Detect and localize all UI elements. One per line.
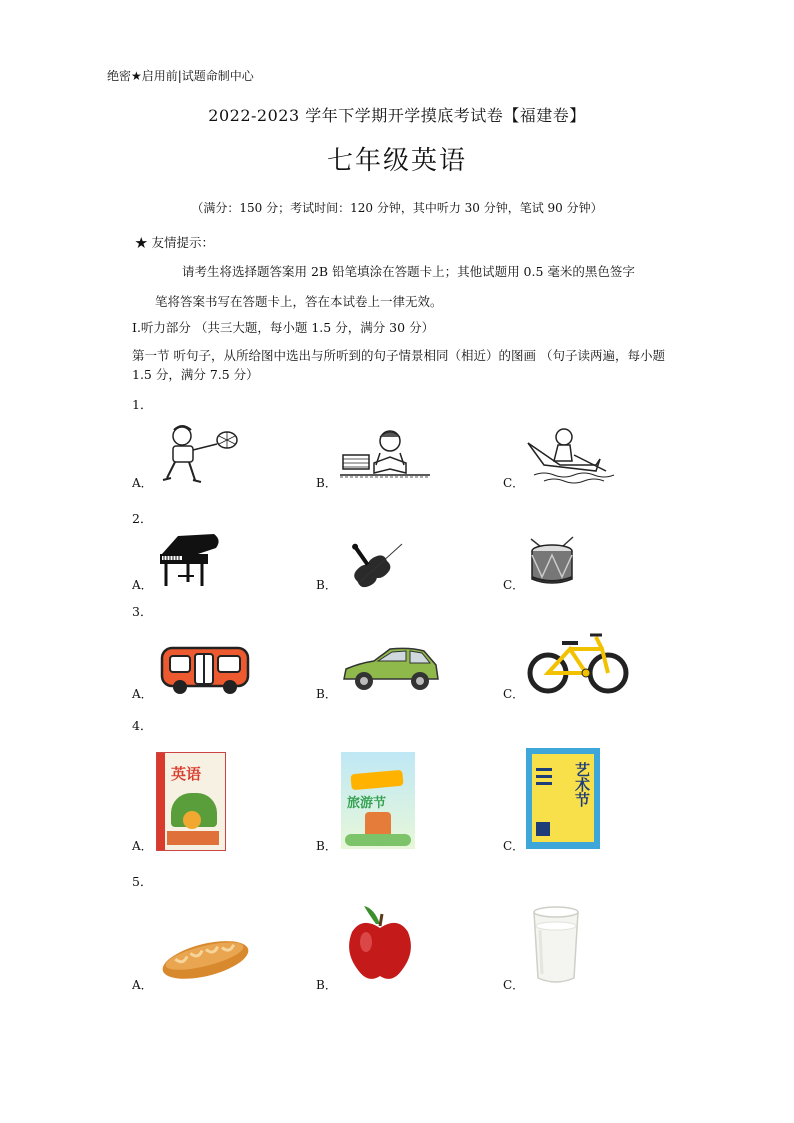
option-label: B．: [316, 978, 337, 992]
travel-festival-poster-icon: [341, 752, 415, 849]
english-book-icon: [156, 752, 226, 851]
confidential-label: 绝密★启用前|试题命制中心: [107, 69, 254, 83]
bus-icon: [160, 644, 250, 696]
question-number: 2．: [132, 511, 153, 526]
option-label: B．: [316, 476, 337, 490]
bread-icon: [158, 932, 252, 984]
question-number: 1．: [132, 397, 153, 412]
option-label: C．: [503, 578, 525, 592]
art-poster-title: 艺术节: [573, 762, 591, 807]
option-label: A．: [132, 839, 153, 853]
violin-icon: [340, 540, 406, 586]
tips-line-1: 请考生将选择题答案用 2B 铅笔填涂在答题卡上；其他试题用 0.5 毫米的黑色签字: [182, 264, 635, 279]
option-label: A．: [132, 476, 153, 490]
option-label: B．: [316, 578, 337, 592]
car-icon: [340, 645, 440, 693]
option-label: B．: [316, 839, 337, 853]
boat-rowing-icon: [524, 425, 616, 485]
subject-title: 七年级英语: [326, 146, 467, 176]
apple-icon: [344, 902, 416, 984]
question-number: 5．: [132, 874, 153, 889]
tips-title: ★ 友情提示：: [135, 235, 214, 250]
option-label: B．: [316, 687, 337, 701]
tips-line-2: 笔将答案书写在答题卡上，答在本试卷上一律无效。: [155, 294, 443, 309]
travel-poster-title: 旅游节: [347, 796, 387, 811]
book-title: 英语: [171, 765, 202, 783]
drum-icon: [527, 533, 577, 587]
question-number: 3．: [132, 604, 153, 619]
section-instruction: 第一节 听句子，从所给图中选出与所听到的句子情景相同（相近）的图画 （句子读两遍，每小题 1.5 分，满分 7.5 分）: [132, 348, 665, 382]
option-label: C．: [503, 476, 525, 490]
badminton-player-icon: [155, 422, 245, 484]
option-label: A．: [132, 578, 153, 592]
option-label: A．: [132, 687, 153, 701]
piano-icon: [158, 532, 224, 588]
milk-icon: [530, 906, 582, 986]
question-number: 4．: [132, 718, 153, 733]
option-label: C．: [503, 978, 525, 992]
art-festival-poster-icon: [526, 748, 600, 849]
student-reading-icon: [340, 425, 430, 485]
listening-part-heading: I.听力部分 （共三大题，每小题 1.5 分，满分 30 分）: [132, 320, 435, 335]
option-label: C．: [503, 839, 525, 853]
option-label: A．: [132, 978, 153, 992]
exam-title: 2022-2023 学年下学期开学摸底考试卷【福建卷】: [208, 106, 586, 125]
score-info: （满分：150 分；考试时间：120 分钟，其中听力 30 分钟，笔试 90 分钟）: [191, 201, 603, 215]
option-label: C．: [503, 687, 525, 701]
bicycle-icon: [526, 633, 630, 695]
